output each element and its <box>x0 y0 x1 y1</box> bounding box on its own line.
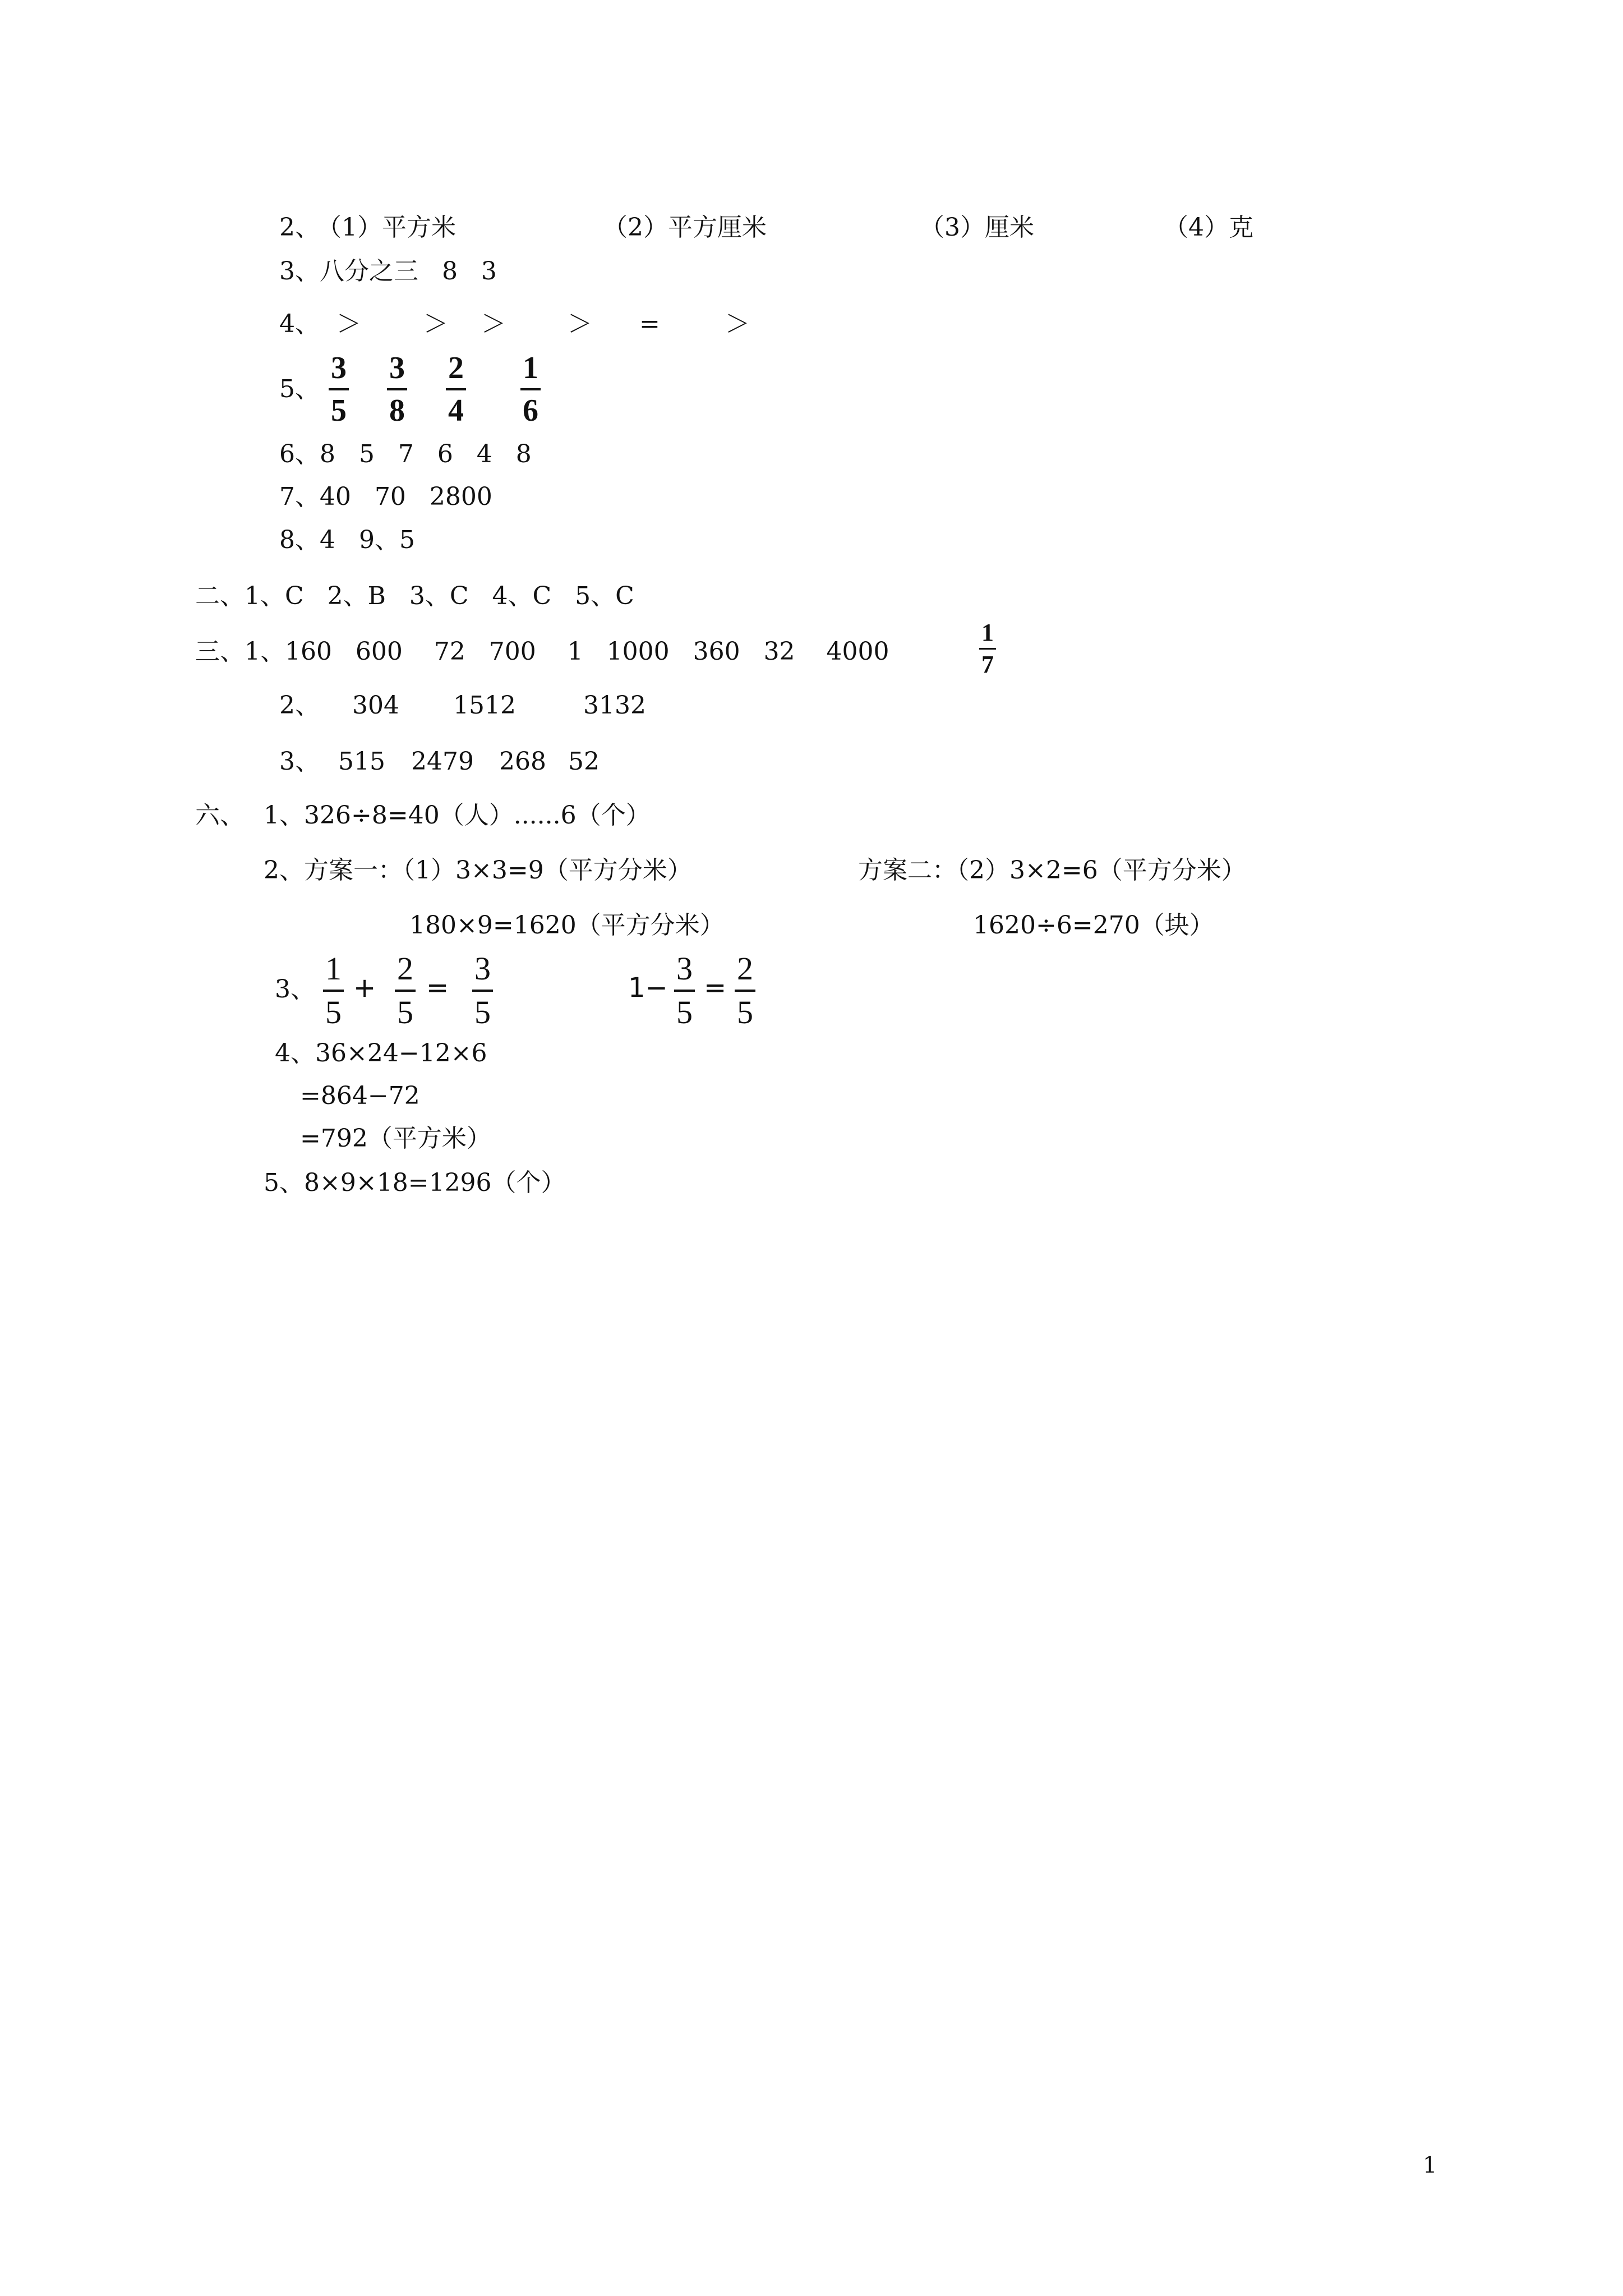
page-number: 1 <box>1423 2152 1437 2178</box>
q3-3-value: 2479 <box>411 747 474 776</box>
q3-1-line: 三、1、160 600 72 700 1 1000 360 32 4000 <box>195 637 889 666</box>
q6-3-fraction-1: $\frac{1}{5}$ <box>323 953 344 1029</box>
q2-line: 二、1、C 2、B 3、C 4、C 5、C <box>195 582 634 610</box>
equals-sign: = <box>704 972 727 1004</box>
q6-1-line: 1、326÷8=40（人）......6（个） <box>264 801 651 830</box>
q6-2-plan-two-calc: 1620÷6=270（块） <box>973 911 1214 940</box>
q1-2-answer-d: （4）克 <box>1164 213 1253 242</box>
q3-3-value: 515 <box>338 747 385 776</box>
q6-3-fraction-5: $\frac{2}{5}$ <box>735 953 755 1029</box>
q6-2-plan-one-calc: 180×9=1620（平方分米） <box>409 911 725 940</box>
q6-4-line: 4、36×24−12×6 <box>275 1039 487 1068</box>
q6-3-fraction-2: $\frac{2}{5}$ <box>395 953 416 1029</box>
q1-5-label: 5、 <box>279 375 320 403</box>
q6-5-line: 5、8×9×18=1296（个） <box>264 1168 566 1197</box>
q1-2-answer-c: （3）厘米 <box>920 213 1034 242</box>
q1-4-symbol-6: ＞ <box>725 310 750 338</box>
q1-2-answer-a: （1）平方米 <box>317 213 456 242</box>
q6-3-fraction-4: $\frac{3}{5}$ <box>674 953 695 1029</box>
q1-4-symbol-5: = <box>639 310 660 338</box>
q1-6-line: 6、8 5 7 6 4 8 <box>279 440 532 468</box>
q1-5-fraction-1: $\frac{3}{5}$ <box>329 352 349 426</box>
q1-5-fraction-3: $\frac{2}{4}$ <box>446 352 466 426</box>
q6-4-step-2: =792（平方米） <box>300 1124 491 1153</box>
q1-8-line: 8、4 9、5 <box>279 526 415 554</box>
q3-3-value: 268 <box>499 747 546 776</box>
q1-4-symbol-4: ＞ <box>568 310 592 338</box>
q1-4-symbol-1: ＞ <box>336 310 361 338</box>
q6-3-fraction-3: $\frac{3}{5}$ <box>472 953 493 1029</box>
one-minus: 1− <box>628 972 668 1004</box>
q6-2-plan-one: 2、方案一：（1）3×3=9（平方分米） <box>264 856 692 885</box>
q3-3-label: 3、 <box>279 747 320 776</box>
q3-2-label: 2、 <box>279 691 320 720</box>
q6-3-label: 3、 <box>275 975 315 1004</box>
q1-4-label: 4、 <box>279 310 320 338</box>
equals-sign: = <box>426 972 449 1004</box>
q1-7-line: 7、40 70 2800 <box>279 482 492 511</box>
q1-5-fraction-2: $\frac{3}{8}$ <box>387 352 407 426</box>
q1-2-label: 2、 <box>279 213 320 242</box>
plus-sign: + <box>353 972 376 1004</box>
q3-1-fraction: $\frac{1}{7}$ <box>979 620 996 677</box>
q3-2-value: 304 <box>352 691 399 720</box>
q1-2-answer-b: （2）平方厘米 <box>603 213 767 242</box>
q3-2-value: 3132 <box>583 691 646 720</box>
q6-4-step-1: =864−72 <box>300 1082 420 1110</box>
q1-5-fraction-4: $\frac{1}{6}$ <box>520 352 541 426</box>
q3-3-value: 52 <box>568 747 600 776</box>
q1-4-symbol-3: ＞ <box>481 310 506 338</box>
q3-2-value: 1512 <box>453 691 516 720</box>
q1-3-line: 3、八分之三 8 3 <box>279 257 497 286</box>
q6-prefix: 六、 <box>195 801 245 830</box>
q1-4-symbol-2: ＞ <box>423 310 448 338</box>
q6-2-plan-two: 方案二：（2）3×2=6（平方分米） <box>858 856 1246 885</box>
